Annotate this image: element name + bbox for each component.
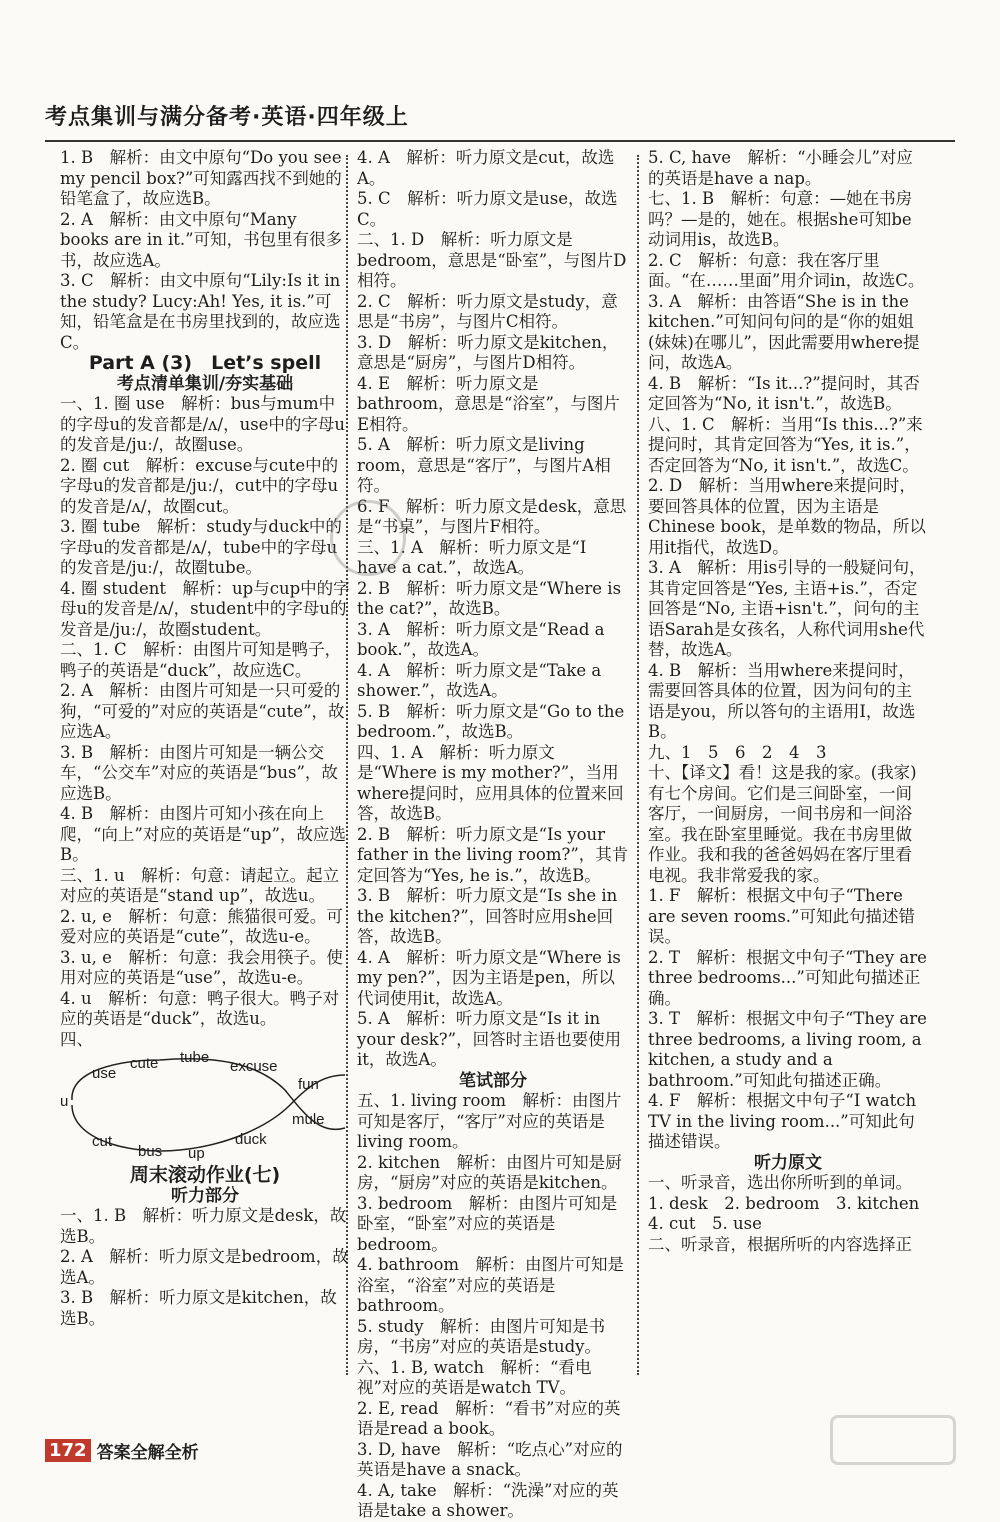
paragraph: 1. B 解析：由文中原句“Do you see my pencil box?”可知露西找不到她的铅笔盒了，故应选B。 [60, 148, 342, 208]
paragraph: 2. E, read 解析：“看书”对应的英语是read a book。 [357, 1398, 621, 1438]
paragraph: 3. A 解析：由答语“She is in the kitchen.”可知问句问的是“你的姐姐(妹妹)在哪儿”，因此需要用where提问，故选A。 [648, 291, 920, 372]
paragraph: 2. B 解析：听力原文是“Where is the cat?”，故选B。 [357, 578, 622, 618]
column-2 [357, 148, 629, 1522]
paragraph: 3. 圈 tube 解析：study与duck中的字母u的发音都是/ʌ/，tube中的字母u的发音是/juː/，故圈tube。 [60, 517, 342, 577]
paragraph: 4. E 解析：听力原文是bathroom，意思是“浴室”，与图片E相符。 [357, 373, 620, 434]
paragraph: 4. 圈 student 解析：up与cup中的字母u的发音是/ʌ/，student中的字母u的发音是/juː/，故圈student。 [60, 578, 350, 639]
diagram-word: u [60, 1093, 69, 1110]
paragraph: 2. A 解析：由图片可知是一只可爱的狗，“可爱的”对应的英语是“cute”，故应选A。 [60, 681, 345, 741]
paragraph: 3. T 解析：根据文中句子“They are three bedrooms, a living room, a kitchen, a study and a bathroom.”可知此句描述正确。 [648, 1009, 927, 1090]
diagram-word: cute [130, 1055, 159, 1072]
diagram-word: mule [292, 1111, 325, 1128]
paragraph: 3. C 解析：由文中原句“Lily:Is it in the study? Lucy:Ah! Yes, it is.”可知，铅笔盒是在书房里找到的，故应选C。 [60, 271, 341, 352]
paragraph: 四、 [60, 1029, 93, 1049]
diagram-word: up [188, 1145, 205, 1162]
paragraph: 5. study 解析：由图片可知是书房，“书房”对应的英语是study。 [357, 1316, 606, 1356]
paragraph: 5. C, have 解析：“小睡会儿”对应的英语是have a nap。 [648, 148, 913, 188]
section-heading: 笔试部分 [459, 1070, 527, 1091]
section-heading: 听力原文 [754, 1152, 822, 1173]
paragraph: 3. B 解析：听力原文是“Is she in the kitchen?”，回答时应用she回答，故选B。 [357, 886, 618, 946]
paragraph: 九、1 5 6 2 4 3 [648, 742, 827, 762]
paragraph: 5. A 解析：听力原文是living room，意思是“客厅”，与图片A相符。 [357, 435, 611, 495]
paragraph: 三、1. u 解析：句意：请起立。起立对应的英语是“stand up”，故选u。 [60, 865, 340, 905]
paragraph: 4. A 解析：听力原文是cut，故选A。 [357, 148, 615, 188]
diagram-word: use [92, 1065, 117, 1082]
page-number: 172 [45, 1439, 91, 1462]
paragraph: 六、1. B, watch 解析：“看电视”对应的英语是watch TV。 [357, 1357, 592, 1397]
paragraph: 五、1. living room 解析：由图片可知是客厅，“客厅”对应的英语是living room。 [357, 1091, 622, 1151]
diagram-word: cut [92, 1133, 113, 1150]
header-rule [45, 140, 955, 142]
paragraph: 3. B 解析：由图片可知是一辆公交车，“公交车”对应的英语是“bus”，故应选B。 [60, 742, 338, 803]
column-3 [648, 148, 928, 1255]
diagram-word: bus [138, 1143, 163, 1160]
paragraph: 一、1. 圈 use 解析：bus与mum中的字母u的发音都是/ʌ/，use中的字母u的发音是/juː/，故圈use。 [60, 394, 346, 454]
paragraph: 七、1. B 解析：句意：—她在书房吗？—是的，她在。根据she可知be动词用is，故选B。 [648, 189, 913, 249]
paragraph: 四、1. A 解析：听力原文是“Where is my mother?”，当用where提问时，应用具体的位置来回答，故选B。 [357, 742, 624, 823]
footer-title: 答案全解全析 [96, 1442, 199, 1463]
diagram-word: tube [180, 1049, 210, 1066]
paragraph: 3. bedroom 解析：由图片可知是卧室，“卧室”对应的英语是bedroom。 [357, 1193, 618, 1254]
paragraph: 6. F 解析：听力原文是desk，意思是“书桌”，与图片F相符。 [357, 496, 627, 536]
paragraph: 4. A 解析：听力原文是“Where is my pen?”，因为主语是pen，所以代词使用it，故选A。 [357, 947, 621, 1008]
paragraph: 2. u, e 解析：句意：熊猫很可爱。可爱对应的英语是“cute”，故选u-e。 [60, 906, 343, 946]
paragraph: 5. B 解析：听力原文是“Go to the bedroom.”，故选B。 [357, 701, 625, 741]
paragraph: 十、【译文】看！这是我的家。(我家)有七个房间。它们是三间卧室，一间客厅，一间厨房，一间书房和一间浴室。我在卧室里睡觉。我在书房里做作业。我和我的爸爸妈妈在客厅里看电视。我非常爱我的家。 [648, 763, 917, 885]
section-subheading: 听力部分 [171, 1185, 239, 1206]
paragraph: 4. B 解析：“Is it...?”提问时，其否定回答为“No, it isn't.”，故选B。 [648, 373, 920, 413]
paragraph: 3. u, e 解析：句意：我会用筷子。使用对应的英语是“use”，故选u-e。 [60, 947, 343, 987]
paragraph: 2. 圈 cut 解析：excuse与cute中的字母u的发音都是/juː/，cut中的字母u的发音是/ʌ/，故圈cut。 [60, 455, 339, 516]
paragraph: 4. A 解析：听力原文是“Take a shower.”，故选A。 [357, 660, 602, 700]
diagram-word: duck [235, 1131, 267, 1148]
paragraph: 2. A 解析：听力原文是bedroom，故选A。 [60, 1247, 349, 1287]
paragraph: 一、听录音，选出你所听到的单词。 [648, 1173, 912, 1192]
paragraph: 4. bathroom 解析：由图片可知是浴室，“浴室”对应的英语是bathroom。 [357, 1255, 625, 1315]
paragraph: 一、1. B 解析：听力原文是desk，故选B。 [60, 1206, 347, 1246]
section-heading: Part A (3) Let’s spell [88, 352, 322, 374]
paragraph: 1. F 解析：根据文中句子“There are seven rooms.”可知此句描述错误。 [648, 886, 915, 946]
paragraph: 3. A 解析：听力原文是“Read a book.”，故选A。 [357, 619, 605, 659]
paragraph: 2. C 解析：听力原文是study，意思是“书房”，与图片C相符。 [357, 291, 618, 331]
paragraph: 4. B 解析：由图片可知小孩在向上爬，“向上”对应的英语是“up”，故应选B。 [60, 804, 346, 864]
paragraph: 2. B 解析：听力原文是“Is your father in the living room?”，其肯定回答为“Yes, he is.”，故选B。 [357, 824, 629, 885]
paragraph: 2. A 解析：由文中原句“Many books are in it.”可知，书包里有很多书，故应选A。 [60, 209, 343, 270]
paragraph: 2. C 解析：句意：我在客厅里面。“在……里面”用介词in，故选C。 [648, 250, 925, 290]
paragraph: 4. cut 5. use [648, 1214, 762, 1233]
watermark-stamp [330, 500, 406, 576]
paragraph: 二、1. D 解析：听力原文是bedroom，意思是“卧室”，与图片D相符。 [357, 230, 627, 290]
paragraph: 三、1. A 解析：听力原文是“I have a cat.”，故选A。 [357, 537, 587, 577]
diagram-word: excuse [230, 1058, 278, 1075]
paragraph: 2. D 解析：当用where来提问时，要回答具体的位置，因为主语是Chinese book，是单数的物品，所以用it指代，故选D。 [648, 476, 926, 557]
paragraph: 4. u 解析：句意：鸭子很大。鸭子对应的英语是“duck”，故选u。 [60, 988, 340, 1028]
paragraph: 4. B 解析：当用where来提问时，需要回答具体的位置，因为问句的主语是you，所以答句的主语用I，故选B。 [648, 660, 916, 741]
word-chain-diagram [60, 1050, 350, 1165]
paragraph: 4. A, take 解析：“洗澡”对应的英语是take a shower。 [357, 1480, 619, 1520]
page-footer [45, 1436, 199, 1464]
paragraph: 二、1. C 解析：由图片可知是鸭子，鸭子的英语是“duck”，故应选C。 [60, 640, 342, 680]
paragraph: 5. A 解析：听力原文是“Is it in your desk?”，回答时主语也要使用it，故选A。 [357, 1009, 622, 1069]
paragraph: 1. desk 2. bedroom 3. kitchen [648, 1193, 920, 1213]
paragraph: 3. A 解析：用is引导的一般疑问句，其肯定回答是“Yes, 主语+is.”，否定回答是“No, 主语+isn't.”，问句的主语Sarah是女孩名，人称代词用she代替，故选A。 [648, 558, 926, 659]
paragraph: 八、1. C 解析：当用“Is this...?”来提问时，其肯定回答为“Yes, it is.”，否定回答为“No, it isn't.”，故选C。 [648, 414, 923, 475]
column-divider [637, 155, 639, 1375]
paragraph: 2. T 解析：根据文中句子“They are three bedrooms...”可知此句描述正确。 [648, 947, 927, 1008]
paragraph: 5. C 解析：听力原文是use，故选C。 [357, 189, 618, 229]
watermark-logo [830, 1415, 956, 1465]
section-heading: 周末滚动作业(七) [129, 1164, 281, 1186]
section-subheading: 考点清单集训/夯实基础 [116, 373, 294, 394]
paragraph: 二、听录音，根据所听的内容选择正 [648, 1234, 912, 1254]
column-1 [60, 148, 350, 1329]
page-header: 考点集训与满分备考·英语·四年级上 [45, 105, 409, 130]
diagram-word: fun [298, 1076, 319, 1093]
paragraph: 3. B 解析：听力原文是kitchen，故选B。 [60, 1288, 337, 1328]
paragraph: 2. kitchen 解析：由图片可知是厨房，“厨房”对应的英语是kitchen。 [357, 1152, 622, 1192]
paragraph: 4. F 解析：根据文中句子“I watch TV in the living room...”可知此句描述错误。 [648, 1091, 917, 1151]
paragraph: 3. D 解析：听力原文是kitchen，意思是“厨房”，与图片D相符。 [357, 332, 619, 372]
paragraph: 3. D, have 解析：“吃点心”对应的英语是have a snack。 [357, 1439, 623, 1479]
